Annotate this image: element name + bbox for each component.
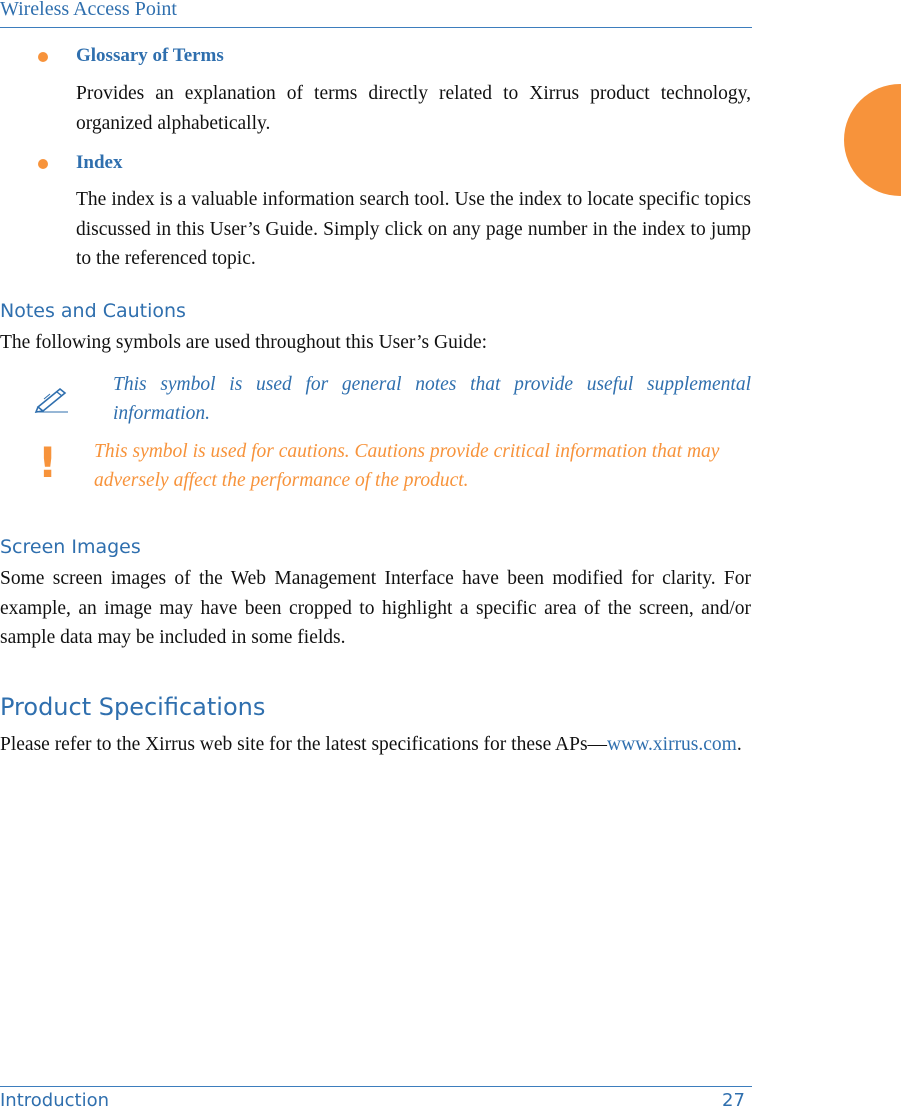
screen-images-heading: Screen Images (0, 536, 141, 558)
footer-rule (0, 1086, 752, 1087)
bullet-dot (38, 52, 48, 62)
xirrus-website-link[interactable]: www.xirrus.com (607, 734, 737, 755)
product-specs-text: Please refer to the Xirrus web site for the latest specifications for these APs— (0, 734, 608, 755)
chapter-tab-marker (844, 84, 901, 196)
caution-exclamation-icon: ! (38, 438, 58, 487)
notes-intro: The following symbols are used throughout this User’s Guide: (0, 332, 488, 353)
notes-cautions-heading: Notes and Cautions (0, 300, 186, 322)
running-header-title: Wireless Access Point (0, 0, 177, 20)
index-description: The index is a valuable information search tool. Use the index to locate specific topics discussed in this User’s Guide. Simply click on any page number in the index to jump to the referenced topic. (76, 189, 751, 269)
footer-section-name: Introduction (0, 1090, 110, 1111)
header-rule (0, 27, 752, 28)
note-text: This symbol is used for general notes that provide useful supplemental information. (113, 374, 751, 424)
glossary-title: Glossary of Terms (76, 45, 224, 66)
glossary-description: Provides an explanation of terms directly related to Xirrus product technology, organized alphabetically. (76, 83, 751, 134)
screen-images-body: Some screen images of the Web Management Interface have been modified for clarity. For example, an image may have been cropped to highlight a specific area of the screen, and/or sample data may be included in some fields. (0, 568, 751, 648)
index-title: Index (76, 152, 123, 173)
footer-page-number: 27 (722, 1090, 745, 1111)
pencil-note-icon (34, 383, 70, 413)
product-specs-heading: Product Specifications (0, 693, 266, 721)
product-specs-body (0, 730, 751, 760)
bullet-dot (38, 159, 48, 169)
caution-text: This symbol is used for cautions. Cautions provide critical information that may adversely affect the performance of the product. (94, 441, 720, 491)
product-specs-period: . (736, 734, 742, 755)
